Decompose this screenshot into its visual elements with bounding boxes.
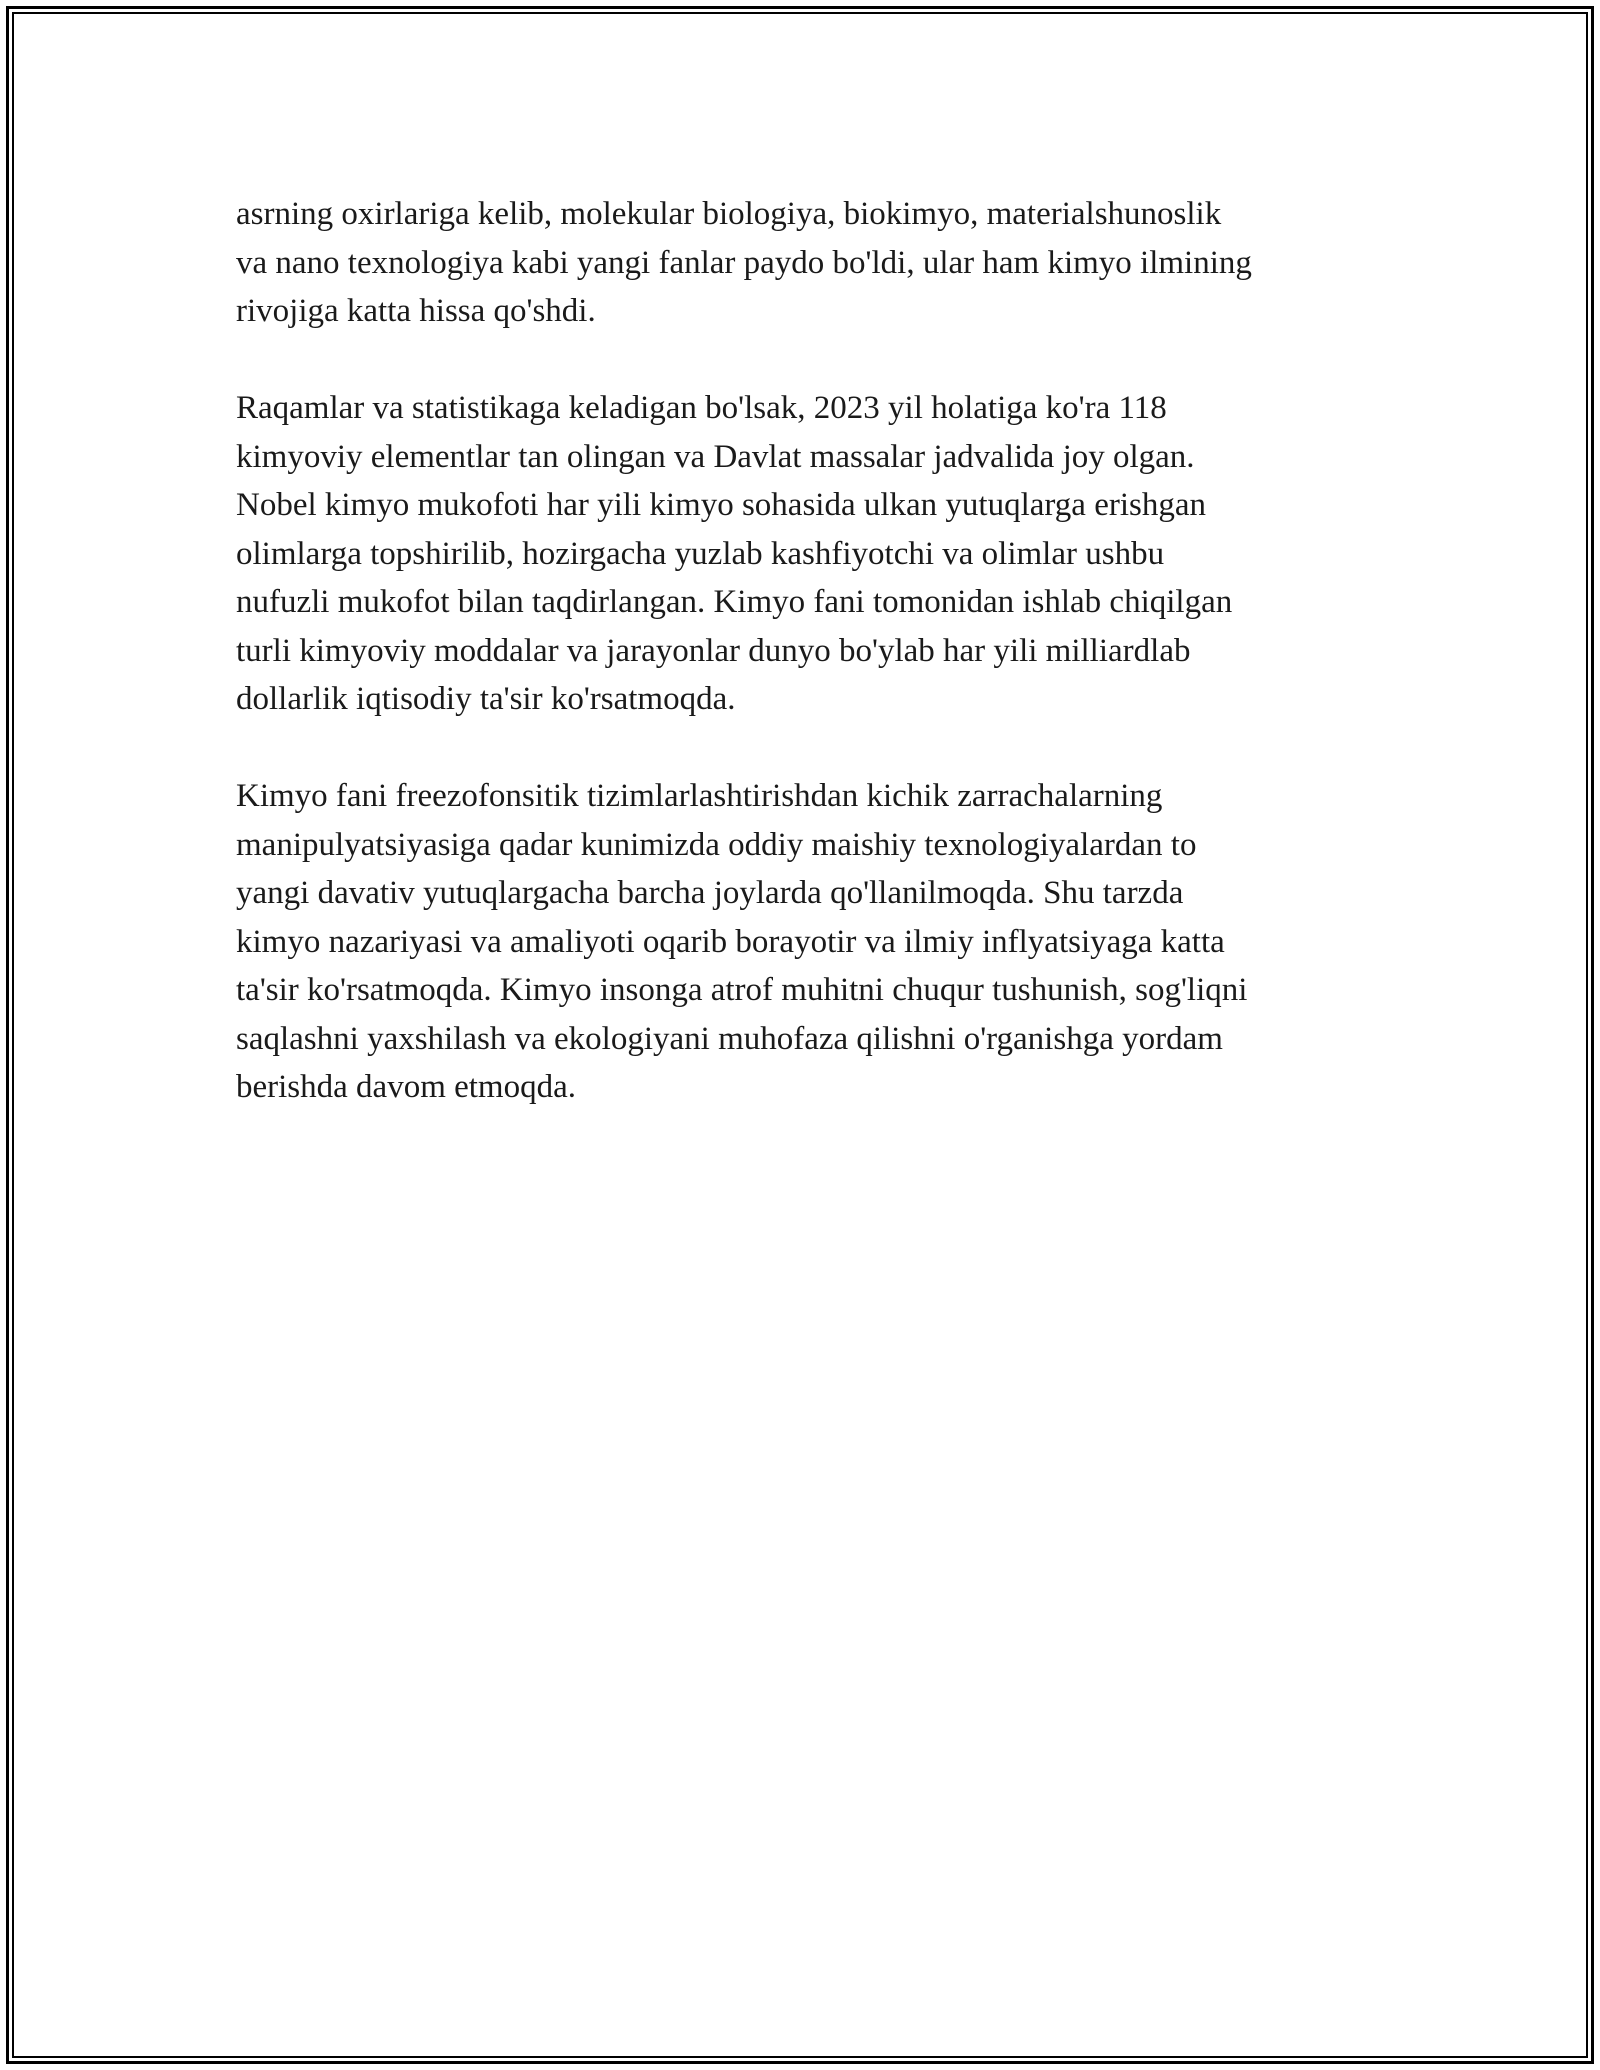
text-line: rivojiga katta hissa qo'shdi. <box>236 293 596 329</box>
text-line: kimyo nazariyasi va amaliyoti oqarib borayotir va ilmiy inflyatsiyaga katta <box>236 923 1225 960</box>
text-line: asrning oxirlariga kelib, molekular biologiya, biokimyo, materialshunoslik <box>236 196 1222 232</box>
paragraph-2 <box>236 384 1386 724</box>
text-line: dollarlik iqtisodiy ta'sir ko'rsatmoqda. <box>236 681 736 717</box>
text-line: Raqamlar va statistikaga keladigan bo'lsak, 2023 yil holatiga ko'ra 118 <box>236 390 1167 426</box>
text-line: olimlarga topshirilib, hozirgacha yuzlab kashfiyotchi va olimlar ushbu <box>236 535 1165 572</box>
text-line: kimyoviy elementlar tan olingan va Davlat massalar jadvalida joy olgan. <box>236 438 1195 475</box>
text-line: va nano texnologiya kabi yangi fanlar paydo bo'ldi, ular ham kimyo ilmining <box>236 244 1252 281</box>
document-body <box>236 190 1386 1160</box>
text-line: Kimyo fani freezofonsitik tizimlarlashtirishdan kichik zarrachalarning <box>236 778 1163 814</box>
text-line: saqlashni yaxshilash va ekologiyani muhofaza qilishni o'rganishga yordam <box>236 1020 1223 1057</box>
text-line: berishda davom etmoqda. <box>236 1069 576 1105</box>
paragraph-1 <box>236 190 1386 336</box>
text-line: nufuzli mukofot bilan taqdirlangan. Kimyo fani tomonidan ishlab chiqilgan <box>236 584 1233 620</box>
text-line: yangi davativ yutuqlargacha barcha joylarda qo'llanilmoqda. Shu tarzda <box>236 875 1184 911</box>
text-line: turli kimyoviy moddalar va jarayonlar dunyo bo'ylab har yili milliardlab <box>236 632 1191 669</box>
text-line: Nobel kimyo mukofoti har yili kimyo sohasida ulkan yutuqlarga erishgan <box>236 487 1206 523</box>
paragraph-3 <box>236 772 1386 1112</box>
text-line: ta'sir ko'rsatmoqda. Kimyo insonga atrof muhitni chuqur tushunish, sog'liqni <box>236 972 1248 1008</box>
text-line: manipulyatsiyasiga qadar kunimizda oddiy maishiy texnologiyalardan to <box>236 826 1197 863</box>
